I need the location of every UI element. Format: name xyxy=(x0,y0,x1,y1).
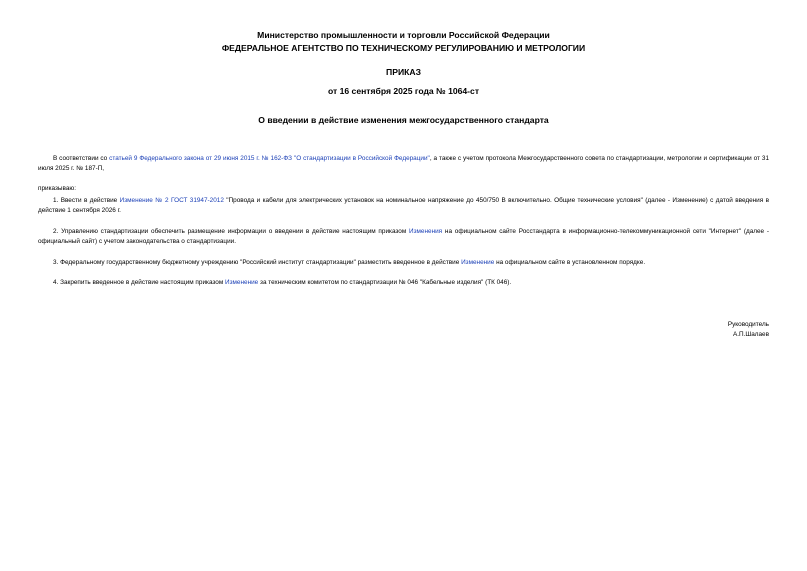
document-subject: О введении в действие изменения межгосударственного стандарта xyxy=(258,115,549,125)
intro-suffix: , а также с учетом протокола Межгосударственного совета по стандартизации, метрологии и сертификации от 31 июля 2025 г. № 187-П, xyxy=(38,155,769,172)
prikazyvayu-text: приказываю: xyxy=(38,185,76,192)
item-2-paragraph xyxy=(38,227,769,247)
signatory-title: Руководитель xyxy=(727,321,769,328)
amendment-link-item-2[interactable]: Изменения xyxy=(409,228,443,235)
document-page xyxy=(38,0,769,571)
amendment-link-item-3[interactable]: Изменение xyxy=(461,259,495,266)
gost-amendment-link[interactable]: Изменение № 2 ГОСТ 31947-2012 xyxy=(119,197,224,204)
signatory-name: А.П.Шалаев xyxy=(732,331,769,338)
item-1-paragraph xyxy=(38,196,769,216)
item-1-suffix: "Провода и кабели для электрических установок на номинальное напряжение до 450/750 В включительно. Общие технические условия" (далее - Изменение) с датой введения в действие 1 сентября 2026 г. xyxy=(38,197,769,214)
item-3-paragraph xyxy=(38,258,769,268)
ministry-heading: Министерство промышленности и торговли Российской Федерации xyxy=(257,30,550,40)
item-4-prefix: 4. Закрепить введенное в действие настоящим приказом xyxy=(53,279,226,286)
item-3-suffix: на официальном сайте в установленном порядке. xyxy=(494,259,646,266)
item-4-suffix: за техническим комитетом по стандартизации № 046 "Кабельные изделия" (ТК 046). xyxy=(258,279,512,286)
item-2-prefix: 2. Управлению стандартизации обеспечить размещение информации о введении в действие настоящим приказом xyxy=(53,228,410,235)
agency-heading: ФЕДЕРАЛЬНОЕ АГЕНТСТВО ПО ТЕХНИЧЕСКОМУ РЕГУЛИРОВАНИЮ И МЕТРОЛОГИИ xyxy=(221,43,586,53)
item-2-suffix: на официальном сайте Росстандарта в информационно-телекоммуникационной сети "Интернет" (далее - официальный сайт) с учетом законодательства о стандартизации. xyxy=(38,228,769,245)
document-type: ПРИКАЗ xyxy=(386,67,421,77)
intro-prefix: В соответствии со xyxy=(53,155,110,162)
federal-law-link[interactable]: статьей 9 Федерального закона от 29 июня 2015 г. № 162-ФЗ "О стандартизации в Российской Федерации" xyxy=(109,155,430,162)
document-date-number: от 16 сентября 2025 года № 1064-ст xyxy=(327,86,480,96)
item-1-prefix: 1. Ввести в действие xyxy=(53,197,120,204)
item-4-paragraph xyxy=(38,278,769,288)
intro-paragraph xyxy=(38,154,769,174)
item-3-prefix: 3. Федеральному государственному бюджетному учреждению "Российский институт стандартизации" разместить введенное в действие xyxy=(53,259,462,266)
signature-block xyxy=(728,320,769,340)
amendment-link-item-4[interactable]: Изменение xyxy=(225,279,259,286)
